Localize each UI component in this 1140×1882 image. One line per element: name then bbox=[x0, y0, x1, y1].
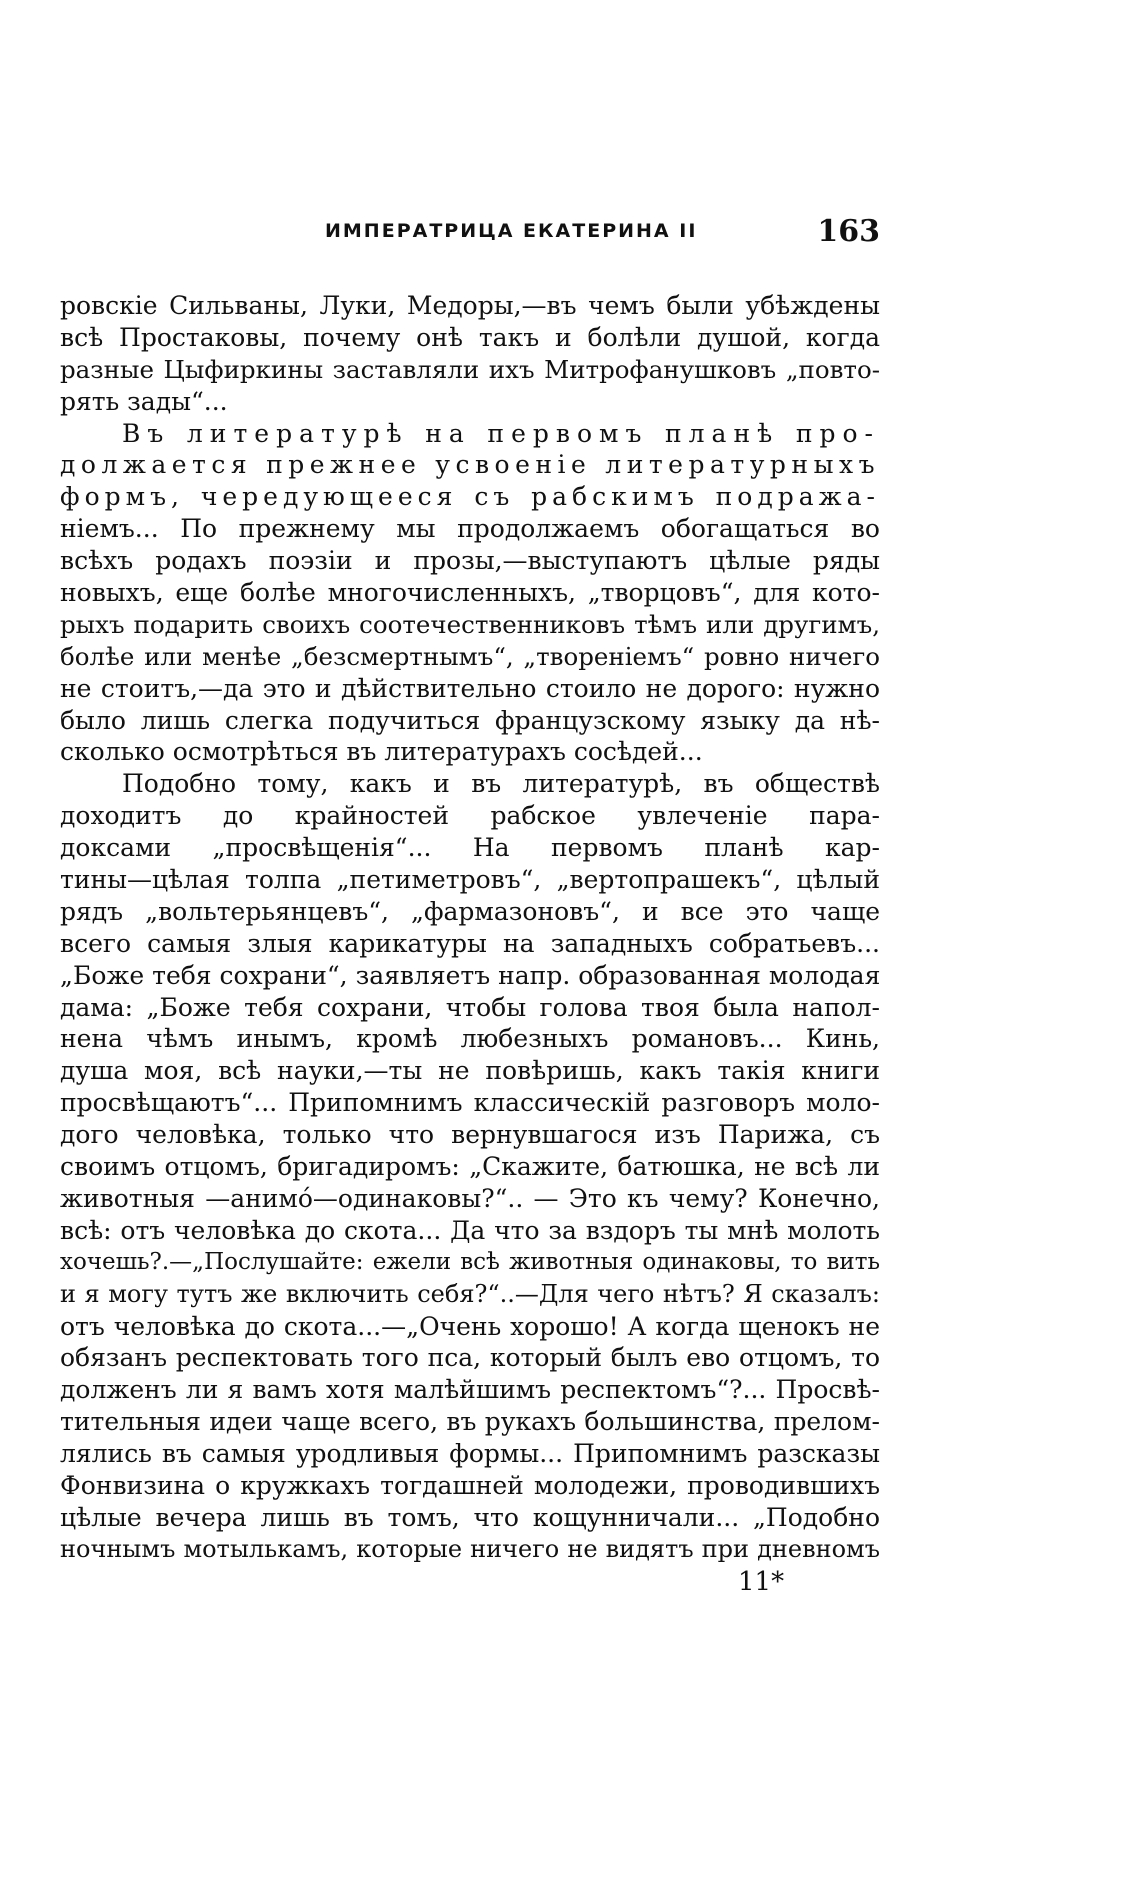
text-line: Фонвизина о кружкахъ тогдашней молодежи, проводившихъ bbox=[60, 1470, 880, 1500]
text-line: всѣхъ родахъ поэзіи и прозы,—выступаютъ цѣлые ряды bbox=[60, 546, 880, 576]
text-line: формъ, чередующееся съ рабскимъ подража- bbox=[60, 482, 880, 512]
text-line: дого человѣка, только что вернувшагося изъ Парижа, съ bbox=[60, 1120, 880, 1150]
text-line: лялись въ самыя уродливыя формы... Припомнимъ разсказы bbox=[60, 1439, 880, 1469]
text-line: всѣ Простаковы, почему онѣ такъ и болѣли душой, когда bbox=[60, 322, 880, 352]
signature-mark: 11* bbox=[738, 1567, 785, 1597]
body-text bbox=[60, 290, 880, 1566]
text-line: хочешь?.—„Послушайте: ежели всѣ животныя одинаковы, то вить bbox=[60, 1248, 880, 1275]
text-line: животныя —анимó—одинаковы?“.. — Это къ чему? Конечно, bbox=[60, 1183, 880, 1213]
text-line: отъ человѣка до скота...—„Очень хорошо! А когда щенокъ не bbox=[60, 1311, 880, 1341]
text-line: ніемъ... По прежнему мы продолжаемъ обогащаться во bbox=[60, 514, 880, 544]
text-line: разные Цыфиркины заставляли ихъ Митрофанушковъ „повто- bbox=[60, 354, 880, 384]
text-line: не стоитъ,—да это и дѣйствительно стоило не дорого: нужно bbox=[60, 673, 880, 703]
page-number: 163 bbox=[817, 214, 880, 249]
text-line: своимъ отцомъ, бригадиромъ: „Скажите, батюшка, не всѣ ли bbox=[60, 1152, 880, 1182]
text-line: было лишь слегка подучиться французскому языку да нѣ- bbox=[60, 705, 880, 735]
text-line: Въ литературѣ на первомъ планѣ про- bbox=[122, 418, 880, 448]
text-line: дама: „Боже тебя сохрани, чтобы голова твоя была напол- bbox=[60, 992, 880, 1022]
text-line: новыхъ, еще болѣе многочисленныхъ, „творцовъ“, для кото- bbox=[60, 578, 880, 608]
text-line: „Боже тебя сохрани“, заявляетъ напр. образованная молодая bbox=[60, 960, 881, 990]
text-line: всѣ: отъ человѣка до скота... Да что за вздоръ ты мнѣ молоть bbox=[60, 1215, 880, 1245]
text-line: ровскіе Сильваны, Луки, Медоры,—въ чемъ были убѣждены bbox=[60, 291, 880, 320]
text-line: рыхъ подарить своихъ соотечественниковъ тѣмъ или другимъ, bbox=[60, 609, 880, 639]
text-line: и я могу тутъ же включить себя?“..—Для чего нѣтъ? Я сказалъ: bbox=[60, 1279, 880, 1308]
text-line: душа моя, всѣ науки,—ты не повѣришь, какъ такія книги bbox=[60, 1056, 880, 1086]
text-line: доходитъ до крайностей рабское увлеченіе пара- bbox=[60, 801, 880, 831]
text-line: нена чѣмъ инымъ, кромѣ любезныхъ романовъ... Кинь, bbox=[60, 1024, 880, 1054]
text-line: тительныя идеи чаще всего, въ рукахъ большинства, прелом- bbox=[60, 1407, 880, 1437]
text-line: всего самыя злыя карикатуры на западныхъ собратьевъ... bbox=[60, 928, 880, 958]
text-line: долженъ ли я вамъ хотя малѣйшимъ респектомъ“?... Просвѣ- bbox=[60, 1375, 880, 1405]
page-header bbox=[60, 214, 880, 254]
text-line: тины—цѣлая толпа „петиметровъ“, „вертопрашекъ“, цѣлый bbox=[60, 865, 880, 895]
text-line: ночнымъ мотылькамъ, которые ничего не видятъ при дневномъ bbox=[60, 1534, 880, 1563]
text-line: обязанъ респектовать того пса, который былъ ево отцомъ, то bbox=[60, 1343, 880, 1373]
text-line: сколько осмотрѣться въ литературахъ сосѣдей... bbox=[60, 737, 703, 767]
running-title: ИМПЕРАТРИЦА ЕКАТЕРИНА II bbox=[325, 220, 698, 242]
text-line: болѣе или менѣе „безсмертнымъ“, „твореніемъ“ ровно ничего bbox=[60, 641, 880, 671]
text-line: должается прежнее усвоеніе литературныхъ bbox=[60, 450, 880, 480]
text-line: Подобно тому, какъ и въ литературѣ, въ обществѣ bbox=[122, 769, 880, 799]
text-line: просвѣщаютъ“... Припомнимъ классическій разговоръ моло- bbox=[60, 1088, 880, 1118]
text-line: рядъ „вольтерьянцевъ“, „фармазоновъ“, и все это чаще bbox=[60, 896, 880, 926]
text-line: цѣлые вечера лишь въ томъ, что кощунничали... „Подобно bbox=[60, 1502, 880, 1532]
text-line: доксами „просвѣщенія“... На первомъ планѣ кар- bbox=[60, 833, 880, 863]
text-line: рять зады“... bbox=[60, 386, 228, 416]
